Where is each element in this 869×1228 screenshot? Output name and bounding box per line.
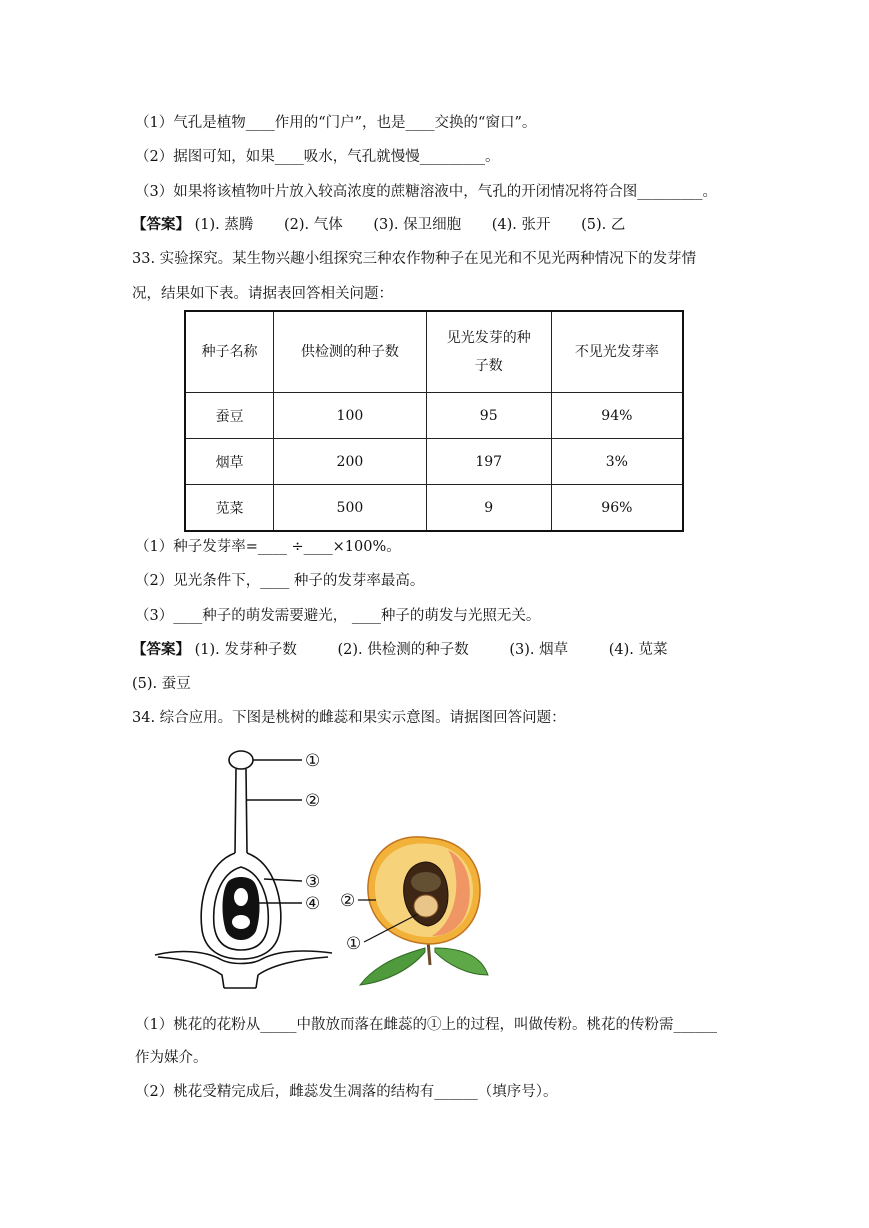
q33-sub1: （1）种子发芽率=____ ÷____×100%。: [135, 539, 401, 555]
q32-answer-1: (1). 蒸腾: [194, 217, 254, 233]
leaf-left-shape: [360, 948, 425, 985]
q33-answer-3: (3). 烟草: [509, 642, 569, 658]
answer-label: 【答案】: [132, 216, 190, 233]
q33-sub2: （2）见光条件下，____ 种子的发芽率最高。: [135, 573, 425, 589]
leaf-right-shape: [435, 948, 488, 975]
q34-stem: 34. 综合应用。下图是桃树的雌蕊和果实示意图。请据图回答问题：: [132, 710, 566, 726]
table-row: [185, 393, 683, 439]
sepal-shape: [158, 957, 328, 988]
q32-sub2: （2）据图可知，如果____吸水，气孔就慢慢_________。: [135, 149, 500, 165]
table-row: [185, 439, 683, 485]
ovule-base-shape: [232, 915, 250, 929]
q32-answer-3: (3). 保卫细胞: [373, 217, 462, 233]
pit-texture-shape: [411, 872, 441, 892]
q34-sub2: （2）桃花受精完成后，雌蕊发生凋落的结构有______（填序号）。: [135, 1084, 558, 1100]
ovule-center-shape: [234, 888, 248, 906]
pistil-label-2: ②: [305, 791, 321, 811]
table-cell: 94%: [551, 393, 683, 439]
fruit-label-1: ①: [346, 934, 362, 954]
style-shape: [235, 769, 247, 853]
q34-sub1-line1: （1）桃花的花粉从_____中散放而落在雌蕊的①上的过程，叫做传粉。桃花的传粉需______: [135, 1017, 717, 1033]
q34-sub1-line2: 作为媒介。: [135, 1050, 208, 1066]
table-header-row: [185, 311, 683, 393]
table-cell: 烟草: [185, 439, 274, 485]
table-cell: 197: [426, 439, 551, 485]
q32-sub3: （3）如果将该植物叶片放入较高浓度的蔗糖溶液中，气孔的开闭情况将符合图_________。: [135, 184, 717, 200]
table-cell: 9: [426, 485, 551, 532]
table-cell: 200: [274, 439, 427, 485]
table-cell: 苋菜: [185, 485, 274, 532]
fruit-label-2: ②: [340, 891, 356, 911]
pistil-label-3: ③: [305, 872, 321, 892]
q32-answer: [132, 215, 651, 235]
q33-stem-line2: 况，结果如下表。请据表回答相关问题：: [132, 286, 393, 302]
q32-sub1: （1）气孔是植物____作用的“门户”，也是____交换的“窗口”。: [135, 115, 537, 131]
stigma-shape: [229, 751, 253, 769]
q32-answer-5: (5). 乙: [581, 217, 626, 233]
q33-stem-line1: 33. 实验探究。某生物兴趣小组探究三种农作物种子在见光和不见光两种情况下的发芽情: [132, 251, 697, 267]
q33-answer-line2: (5). 蚕豆: [132, 676, 191, 692]
pistil-label-4: ④: [305, 894, 321, 914]
table-header: 供检测的种子数: [274, 311, 427, 393]
q32-answer-4: (4). 张开: [491, 217, 551, 233]
table-row: [185, 485, 683, 532]
peach-fruit-diagram: [340, 830, 500, 990]
table-cell: 100: [274, 393, 427, 439]
table-cell: 96%: [551, 485, 683, 532]
seed-table: [184, 310, 684, 532]
q33-answer-1: (1). 发芽种子数: [194, 642, 297, 658]
table-cell: 蚕豆: [185, 393, 274, 439]
q33-answer-4: (4). 苋菜: [608, 642, 668, 658]
pistil-diagram: [150, 745, 340, 990]
q33-sub3: （3）____种子的萌发需要避光， ____种子的萌发与光照无关。: [135, 608, 541, 624]
table-header: 不见光发芽率: [551, 311, 683, 393]
table-cell: 3%: [551, 439, 683, 485]
table-cell: 95: [426, 393, 551, 439]
pistil-label-1: ①: [305, 751, 321, 771]
ovule-shape: [223, 877, 260, 940]
answer-label: 【答案】: [132, 641, 190, 658]
table-header: 种子名称: [185, 311, 274, 393]
q33-answer-line1: [132, 640, 668, 660]
table-cell: 500: [274, 485, 427, 532]
table-header-text: 见光发芽的种子数: [446, 330, 531, 374]
q32-answer-2: (2). 气体: [283, 217, 343, 233]
q33-answer-2: (2). 供检测的种子数: [337, 642, 469, 658]
table-header: [426, 311, 551, 393]
